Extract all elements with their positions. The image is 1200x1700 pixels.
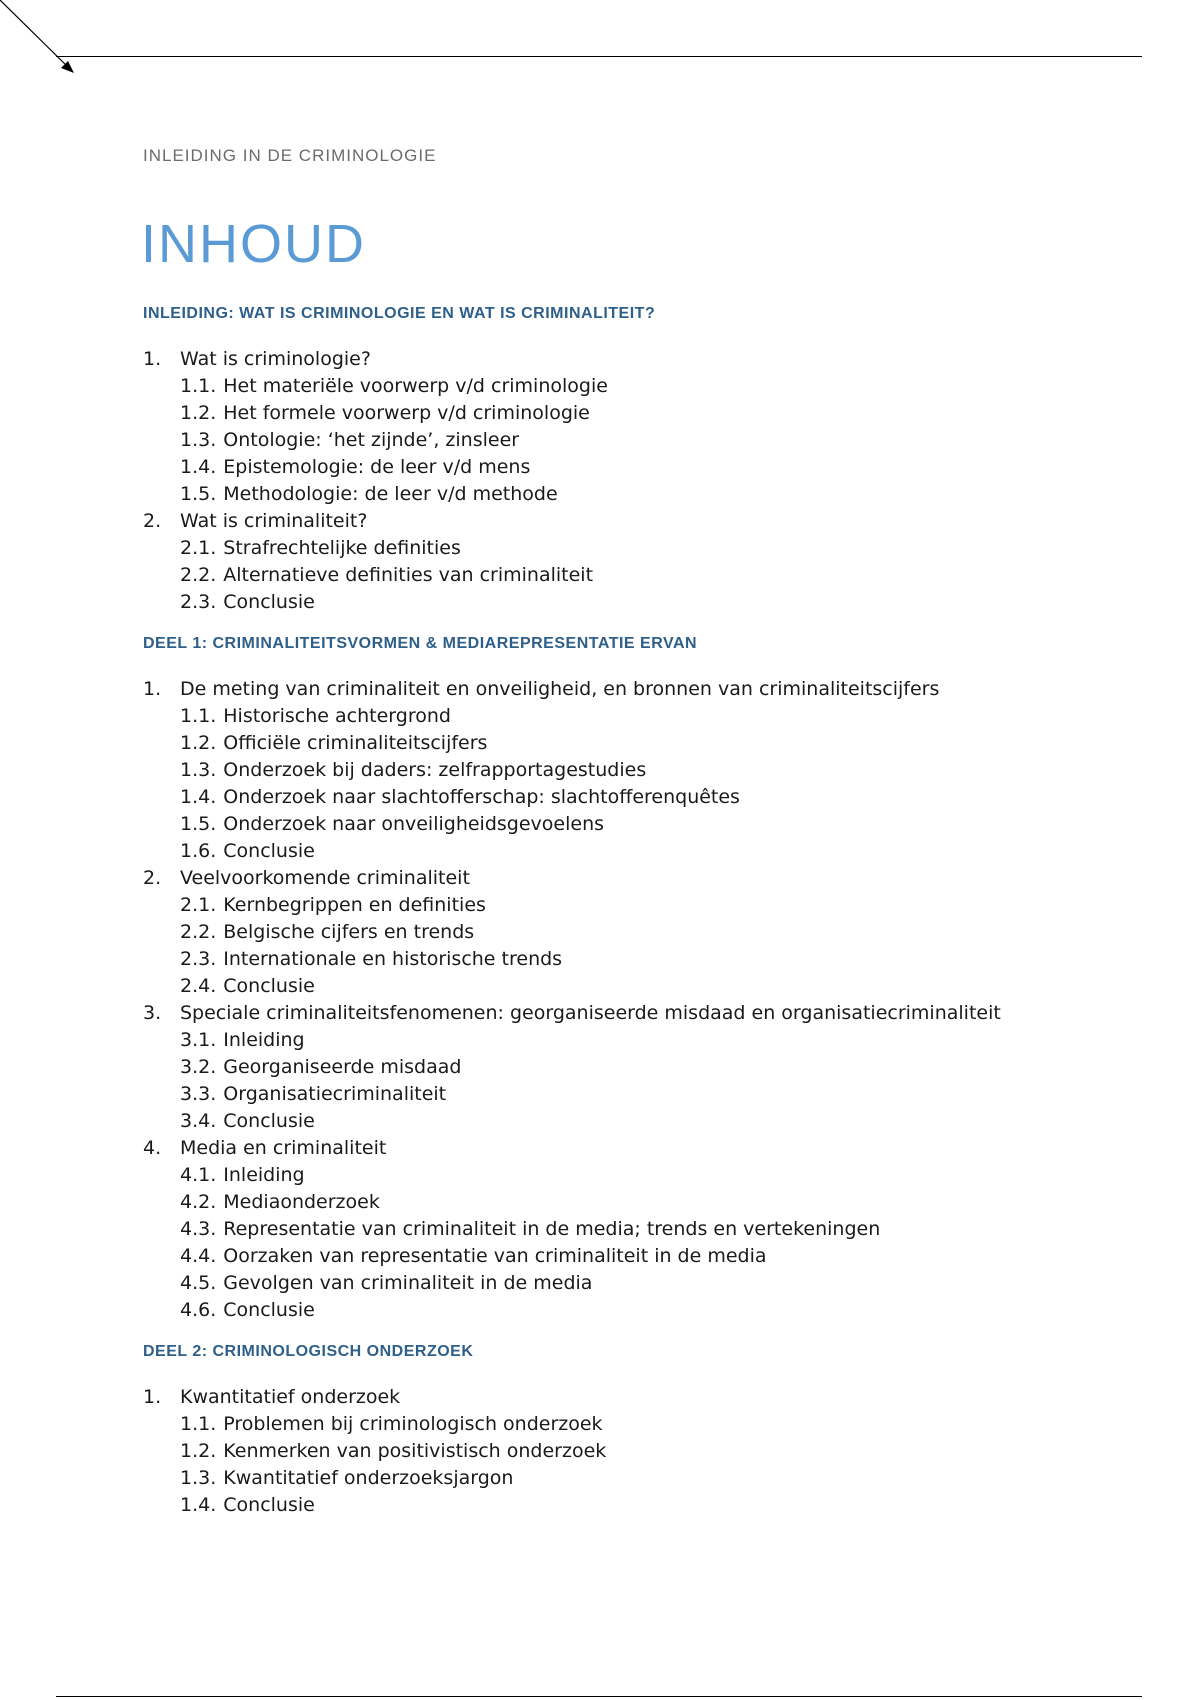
toc-subitem [143,373,1103,400]
subitem-number: 3.3. [180,1083,217,1105]
subitem-number: 3.2. [180,1056,217,1078]
subitem-number: 1.3. [180,759,217,781]
subitem-number: 2.3. [180,591,217,613]
subitem-number: 2.2. [180,921,217,943]
subitem-title: Epistemologie: de leer v/d mens [223,456,531,478]
toc-subitem [143,454,1103,481]
toc-title: INHOUD [141,214,366,274]
subitem-title: Het materiële voorwerp v/d criminologie [223,375,608,397]
toc-section [143,632,1103,1324]
toc-subitem [143,946,1103,973]
subitem-number: 1.2. [180,732,217,754]
chapter-number: 1. [143,678,162,700]
subitem-title: Conclusie [223,975,315,997]
subitem-title: Internationale en historische trends [223,948,563,970]
toc-subitem [143,1216,1103,1243]
toc-subitem [143,562,1103,589]
subitem-title: Gevolgen van criminaliteit in de media [223,1272,593,1294]
section-heading: DEEL 1: CRIMINALITEITSVORMEN & MEDIAREPRESENTATIE ERVAN [143,635,698,652]
subitem-number: 1.6. [180,840,217,862]
toc-subitem [143,481,1103,508]
chapter-number: 2. [143,867,162,889]
subitem-number: 4.1. [180,1164,217,1186]
subitem-title: Kernbegrippen en definities [223,894,486,916]
subitem-number: 1.1. [180,375,217,397]
chapter-title: De meting van criminaliteit en onveiligheid, en bronnen van criminaliteitscijfers [180,678,940,700]
subitem-title: Belgische cijfers en trends [223,921,475,943]
subitem-title: Ontologie: ‘het zijnde’, zinsleer [223,429,520,451]
subitem-number: 1.1. [180,1413,217,1435]
chapter-title: Kwantitatief onderzoek [180,1386,401,1408]
toc-subitem [143,1081,1103,1108]
chapter-title: Media en criminaliteit [180,1137,387,1159]
toc-subitem [143,811,1103,838]
toc-subitem [143,535,1103,562]
running-header: INLEIDING IN DE CRIMINOLOGIE [143,146,437,165]
chapter-number: 2. [143,510,162,532]
toc-subitem [143,1465,1103,1492]
subitem-number: 2.3. [180,948,217,970]
subitem-title: Methodologie: de leer v/d methode [223,483,558,505]
subitem-number: 2.4. [180,975,217,997]
toc-section [143,302,1103,616]
subitem-number: 4.3. [180,1218,217,1240]
subitem-number: 1.4. [180,456,217,478]
toc-subitem [143,1438,1103,1465]
toc-chapter [143,1000,1103,1027]
chapter-title: Veelvoorkomende criminaliteit [180,867,470,889]
section-heading: DEEL 2: CRIMINOLOGISCH ONDERZOEK [143,1343,474,1360]
toc-subitem [143,1492,1103,1519]
toc-chapter [143,346,1103,373]
subitem-number: 4.6. [180,1299,217,1321]
subitem-number: 2.1. [180,537,217,559]
toc-subitem [143,1270,1103,1297]
toc-chapter [143,1384,1103,1411]
subitem-number: 1.2. [180,1440,217,1462]
toc-subitem [143,1189,1103,1216]
toc-subitem [143,973,1103,1000]
subitem-title: Representatie van criminaliteit in de media; trends en vertekeningen [223,1218,881,1240]
subitem-number: 4.4. [180,1245,217,1267]
chapter-title: Wat is criminologie? [180,348,371,370]
subitem-title: Officiële criminaliteitscijfers [223,732,488,754]
footer-rule [56,1696,1142,1697]
toc-subitem [143,1027,1103,1054]
chapter-title: Wat is criminaliteit? [180,510,368,532]
toc-subitem [143,1297,1103,1324]
header-rule [56,56,1142,57]
toc-subitem [143,703,1103,730]
subitem-title: Oorzaken van representatie van criminaliteit in de media [223,1245,767,1267]
chapter-title: Speciale criminaliteitsfenomenen: georganiseerde misdaad en organisatiecriminaliteit [180,1002,1001,1024]
subitem-number: 2.2. [180,564,217,586]
subitem-title: Onderzoek naar onveiligheidsgevoelens [223,813,605,835]
subitem-title: Kenmerken van positivistisch onderzoek [223,1440,607,1462]
subitem-title: Conclusie [223,1110,315,1132]
subitem-title: Conclusie [223,840,315,862]
toc-subitem [143,427,1103,454]
subitem-number: 1.4. [180,1494,217,1516]
corner-arrow-icon [0,0,90,90]
toc-subitem [143,892,1103,919]
toc-subitem [143,1054,1103,1081]
toc-subitem [143,838,1103,865]
subitem-title: Organisatiecriminaliteit [223,1083,447,1105]
subitem-number: 1.1. [180,705,217,727]
subitem-title: Historische achtergrond [223,705,451,727]
subitem-title: Het formele voorwerp v/d criminologie [223,402,590,424]
subitem-number: 1.5. [180,483,217,505]
toc-subitem [143,730,1103,757]
subitem-title: Conclusie [223,591,315,613]
subitem-title: Georganiseerde misdaad [223,1056,462,1078]
toc-subitem [143,784,1103,811]
toc-subitem [143,1162,1103,1189]
toc-subitem [143,1108,1103,1135]
subitem-number: 1.5. [180,813,217,835]
subitem-number: 3.1. [180,1029,217,1051]
toc-section [143,1340,1103,1519]
subitem-title: Strafrechtelijke definities [223,537,461,559]
subitem-title: Inleiding [223,1164,305,1186]
chapter-number: 3. [143,1002,162,1024]
chapter-number: 4. [143,1137,162,1159]
subitem-title: Kwantitatief onderzoeksjargon [223,1467,514,1489]
toc-chapter [143,508,1103,535]
toc-subitem [143,400,1103,427]
subitem-number: 3.4. [180,1110,217,1132]
subitem-title: Conclusie [223,1494,315,1516]
chapter-number: 1. [143,1386,162,1408]
toc-subitem [143,589,1103,616]
subitem-title: Alternatieve definities van criminaliteit [223,564,594,586]
subitem-number: 4.2. [180,1191,217,1213]
toc-chapter [143,1135,1103,1162]
subitem-number: 1.2. [180,402,217,424]
subitem-number: 1.4. [180,786,217,808]
subitem-title: Onderzoek naar slachtofferschap: slachtofferenquêtes [223,786,740,808]
toc-subitem [143,757,1103,784]
subitem-title: Conclusie [223,1299,315,1321]
subitem-number: 1.3. [180,429,217,451]
toc-chapter [143,676,1103,703]
toc-chapter [143,865,1103,892]
section-heading: INLEIDING: WAT IS CRIMINOLOGIE EN WAT IS CRIMINALITEIT? [143,305,656,322]
subitem-number: 2.1. [180,894,217,916]
subitem-title: Onderzoek bij daders: zelfrapportagestudies [223,759,647,781]
subitem-number: 4.5. [180,1272,217,1294]
chapter-number: 1. [143,348,162,370]
toc-list [143,302,1103,1519]
toc-subitem [143,1411,1103,1438]
toc-subitem [143,1243,1103,1270]
subitem-number: 1.3. [180,1467,217,1489]
subitem-title: Inleiding [223,1029,305,1051]
subitem-title: Problemen bij criminologisch onderzoek [223,1413,603,1435]
toc-subitem [143,919,1103,946]
subitem-title: Mediaonderzoek [223,1191,380,1213]
